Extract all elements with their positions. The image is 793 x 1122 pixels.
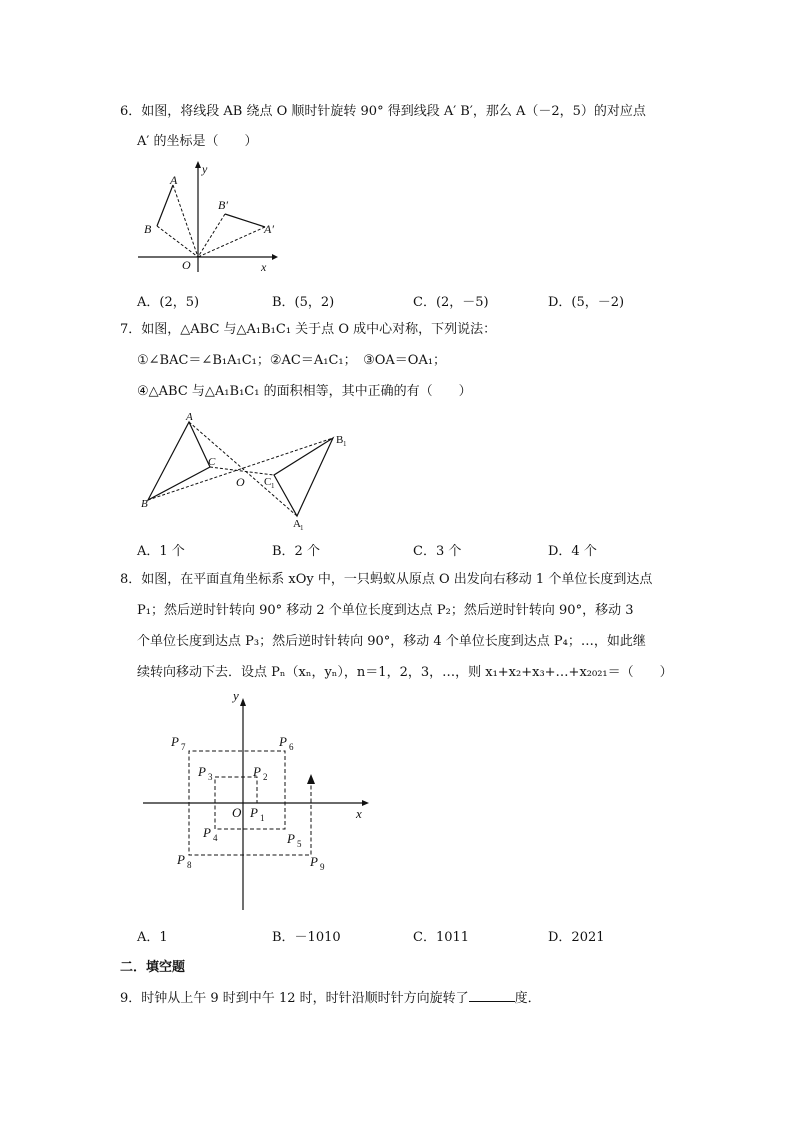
x-axis-arrow	[272, 254, 278, 260]
label-P4: P	[203, 825, 211, 840]
spiral-arrow	[307, 774, 315, 784]
label-P7: P	[171, 734, 179, 749]
q7-option-b[interactable]: B．2 个	[272, 544, 320, 559]
q8-figure	[140, 688, 380, 912]
q6-option-b[interactable]: B．(5，2)	[272, 295, 335, 310]
q8-option-b[interactable]: B．－1010	[272, 930, 341, 945]
q6-option-d[interactable]: D．(5，－2)	[548, 295, 625, 310]
q8-option-d[interactable]: D．2021	[548, 930, 605, 945]
q7-option-d[interactable]: D．4 个	[548, 544, 597, 559]
label-P9-sub: 9	[320, 862, 325, 872]
q6-option-c[interactable]: C．(2，－5)	[413, 295, 489, 310]
q8-line1: 8．如图，在平面直角坐标系 xOy 中，一只蚂蚁从原点 O 出发向右移动 1 个单位长度到达点	[120, 572, 653, 587]
label-A1-sub: 1	[300, 524, 304, 532]
label-B: B	[144, 222, 152, 236]
q6-line1: 6．如图，将线段 AB 绕点 O 顺时针旋转 90° 得到线段 A′ B′，那么 A（－2，5）的对应点	[120, 104, 646, 119]
label-A: A	[186, 411, 193, 423]
label-Ap: A′	[264, 222, 274, 236]
label-x: x	[356, 806, 362, 821]
label-P6-sub: 6	[289, 742, 294, 752]
q7-line2: ①∠BAC＝∠B₁A₁C₁；②AC＝A₁C₁； ③OA＝OA₁；	[137, 353, 447, 368]
y-axis-arrow	[195, 161, 201, 168]
label-A: A	[170, 173, 178, 187]
q7-option-a[interactable]: A．1 个	[137, 544, 185, 559]
x-axis-arrow	[362, 800, 369, 806]
label-P5: P	[287, 831, 295, 846]
q9-text-after: 度．	[514, 991, 541, 1006]
q9-answer-blank[interactable]	[469, 987, 515, 1002]
label-C: C	[208, 456, 216, 468]
q8-option-c[interactable]: C．1011	[413, 930, 470, 945]
q8-option-a[interactable]: A．1	[137, 930, 168, 945]
label-P3: P	[198, 764, 206, 779]
y-axis-arrow	[240, 698, 246, 706]
label-C1: C	[264, 476, 272, 488]
label-Bp: B′	[218, 198, 228, 212]
q8-line4: 续转向移动下去．设点 Pₙ（xₙ，yₙ），n＝1，2，3，…，则 x₁+x₂+x₃+…+x₂₀₂₁＝（ ）	[137, 665, 673, 680]
q6-option-a[interactable]: A．(2，5)	[137, 295, 200, 310]
label-P5-sub: 5	[297, 839, 302, 849]
label-B1-sub: 1	[343, 440, 347, 448]
label-O: O	[232, 805, 242, 820]
label-A1: A	[293, 518, 301, 530]
label-B1: B	[336, 434, 344, 446]
label-P1: P	[250, 805, 258, 820]
label-P3-sub: 3	[208, 772, 213, 782]
label-P2-sub: 2	[263, 772, 268, 782]
label-P9: P	[310, 854, 318, 869]
q7-line1: 7．如图，△ABC 与△A₁B₁C₁ 关于点 O 成中心对称，下列说法：	[120, 322, 497, 337]
label-P1-sub: 1	[260, 813, 265, 823]
label-y: y	[233, 688, 239, 703]
q8-line2: P₁；然后逆时针转向 90° 移动 2 个单位长度到达点 P₂；然后逆时针转向 90°，移动 3	[137, 603, 634, 618]
label-P8: P	[177, 852, 185, 867]
q7-figure	[140, 410, 360, 530]
label-P2: P	[253, 764, 261, 779]
q9-line	[120, 987, 541, 1008]
label-P6: P	[279, 734, 287, 749]
label-y: y	[202, 162, 208, 176]
q8-line3: 个单位长度到达点 P₃；然后逆时针转向 90°，移动 4 个单位长度到达点 P₄；…，如此继	[137, 634, 646, 649]
q7-option-c[interactable]: C．3 个	[413, 544, 462, 559]
label-P4-sub: 4	[213, 833, 218, 843]
q6-line2: A′ 的坐标是（ ）	[137, 134, 258, 149]
q9-text-before: 9．时钟从上午 9 时到中午 12 时，时针沿顺时针方向旋转了	[120, 991, 469, 1006]
section-heading: 二．填空题	[120, 960, 186, 975]
label-O: O	[236, 475, 245, 489]
q7-line3: ④△ABC 与△A₁B₁C₁ 的面积相等，其中正确的有（ ）	[137, 384, 472, 399]
label-x: x	[261, 260, 267, 274]
q6-figure	[135, 160, 285, 275]
label-P8-sub: 8	[187, 860, 192, 870]
label-O: O	[182, 258, 191, 272]
label-P7-sub: 7	[181, 742, 186, 752]
label-C1-sub: 1	[271, 482, 275, 490]
label-B: B	[141, 498, 148, 510]
